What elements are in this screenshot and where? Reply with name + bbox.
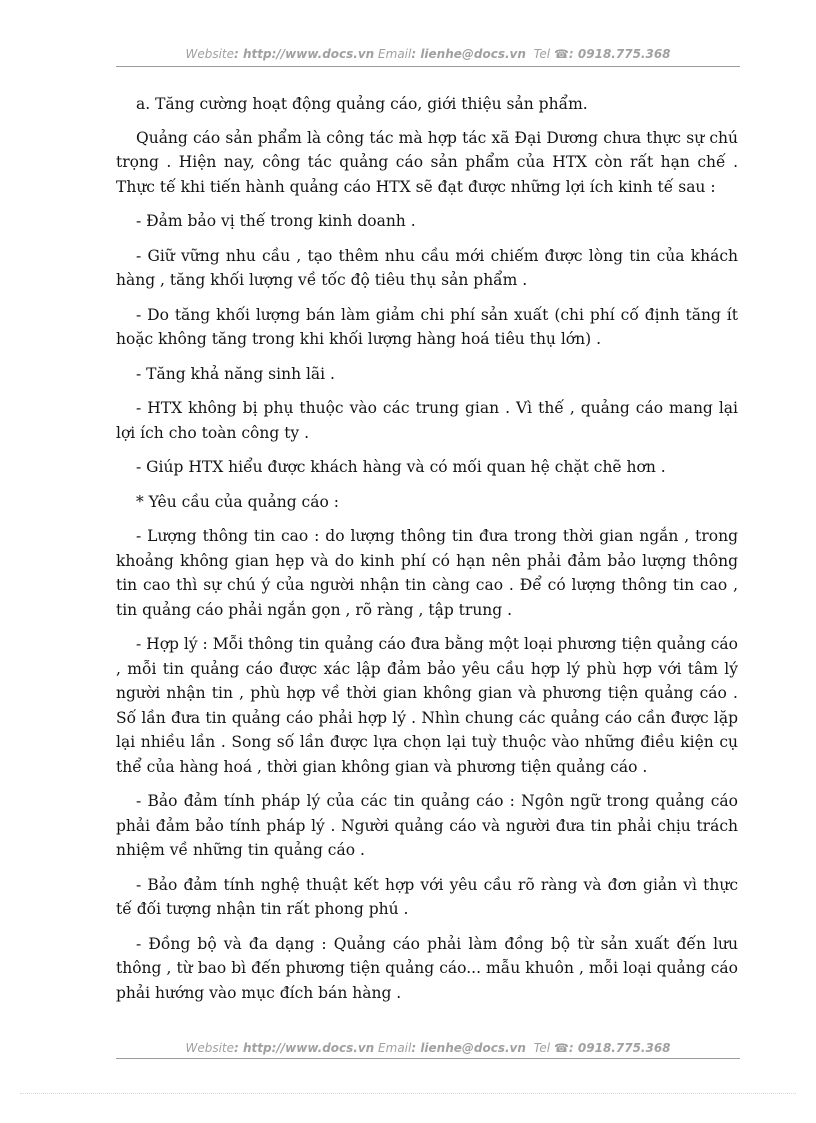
list-item: - Do tăng khối lượng bán làm giảm chi phí sản xuất (chi phí cố định tăng ít hoặc không tăng trong khi khối lượng hàng hoá tiêu thụ lớn) . [116,305,738,348]
header-email-label: Email [378,47,412,61]
page-header [116,47,740,61]
footer-tel-label: Tel [533,1041,551,1055]
footer-website-link[interactable]: : http://www.docs.vn [234,1041,375,1055]
list-item: - Giúp HTX hiểu được khách hàng và có mối quan hệ chặt chẽ hơn . [136,458,666,476]
list-item: - Giữ vững nhu cầu , tạo thêm nhu cầu mới chiếm được lòng tin của khách hàng , tăng khối lượng về tốc độ tiêu thụ sản phẩm . [116,246,738,289]
footer-website-label: Website [185,1041,234,1055]
list-item: - Đảm bảo vị thế trong kinh doanh . [136,212,416,230]
page-bottom-divider [20,1093,796,1094]
header-tel-value: ☎: 0918.775.368 [553,47,671,61]
footer-divider [116,1058,740,1059]
header-website-link[interactable]: : http://www.docs.vn [234,47,375,61]
header-divider [116,66,740,67]
document-body [116,92,738,1015]
list-item: - Hợp lý : Mỗi thông tin quảng cáo đưa bằng một loại phương tiện quảng cáo , mỗi tin quảng cáo được xác lập đảm bảo yêu cầu hợp lý phù hợp với tâm lý người nhận tin , phù hợp về thời gian không gian và phương tiện quảng cáo . Số lần đưa tin quảng cáo phải hợp lý . Nhìn chung các quảng cáo cần được lặp lại nhiều lần . Song số lần được lựa chọn lại tuỳ thuộc vào những điều kiện cụ thể của hàng hoá , thời gian không gian và phương tiện quảng cáo . [116,635,738,776]
paragraph: Quảng cáo sản phẩm là công tác mà hợp tác xã Đại Dương chưa thực sự chú trọng . Hiện nay, công tác quảng cáo sản phẩm của HTX còn rất hạn chế . Thực tế khi tiến hành quảng cáo HTX sẽ đạt được những lợi ích kinh tế sau : [116,128,738,196]
list-item: - HTX không bị phụ thuộc vào các trung gian . Vì thế , quảng cáo mang lại lợi ích cho toàn công ty . [116,399,738,442]
subheading: * Yêu cầu của quảng cáo : [136,492,339,511]
page-footer [116,1041,740,1055]
list-item: - Tăng khả năng sinh lãi . [136,364,335,383]
list-item: - Đồng bộ và đa dạng : Quảng cáo phải làm đồng bộ từ sản xuất đến lưu thông , từ bao bì đến phương tiện quảng cáo... mẫu khuôn , mỗi loại quảng cáo phải hướng vào mục đích bán hàng . [116,934,738,1002]
list-item: - Bảo đảm tính nghệ thuật kết hợp với yêu cầu rõ ràng và đơn giản vì thực tế đối tượng nhận tin rất phong phú . [116,875,738,918]
header-website-label: Website [185,47,234,61]
header-email-link[interactable]: : lienhe@docs.vn [411,47,526,61]
footer-tel-value: ☎: 0918.775.368 [553,1041,671,1055]
list-item: - Lượng thông tin cao : do lượng thông tin đưa trong thời gian ngắn , trong khoảng không gian hẹp và do kinh phí có hạn nên phải đảm bảo lượng thông tin cao thì sự chú ý của người nhận tin càng cao . Để có lượng thông tin cao , tin quảng cáo phải ngắn gọn , rõ ràng , tập trung . [116,527,738,619]
footer-email-label: Email [378,1041,412,1055]
section-heading: a. Tăng cường hoạt động quảng cáo, giới thiệu sản phẩm. [136,95,588,113]
footer-email-link[interactable]: : lienhe@docs.vn [411,1041,526,1055]
header-tel-label: Tel [533,47,551,61]
list-item: - Bảo đảm tính pháp lý của các tin quảng cáo : Ngôn ngữ trong quảng cáo phải đảm bảo tính pháp lý . Người quảng cáo và người đưa tin phải chịu trách nhiệm về những tin quảng cáo . [116,792,738,859]
